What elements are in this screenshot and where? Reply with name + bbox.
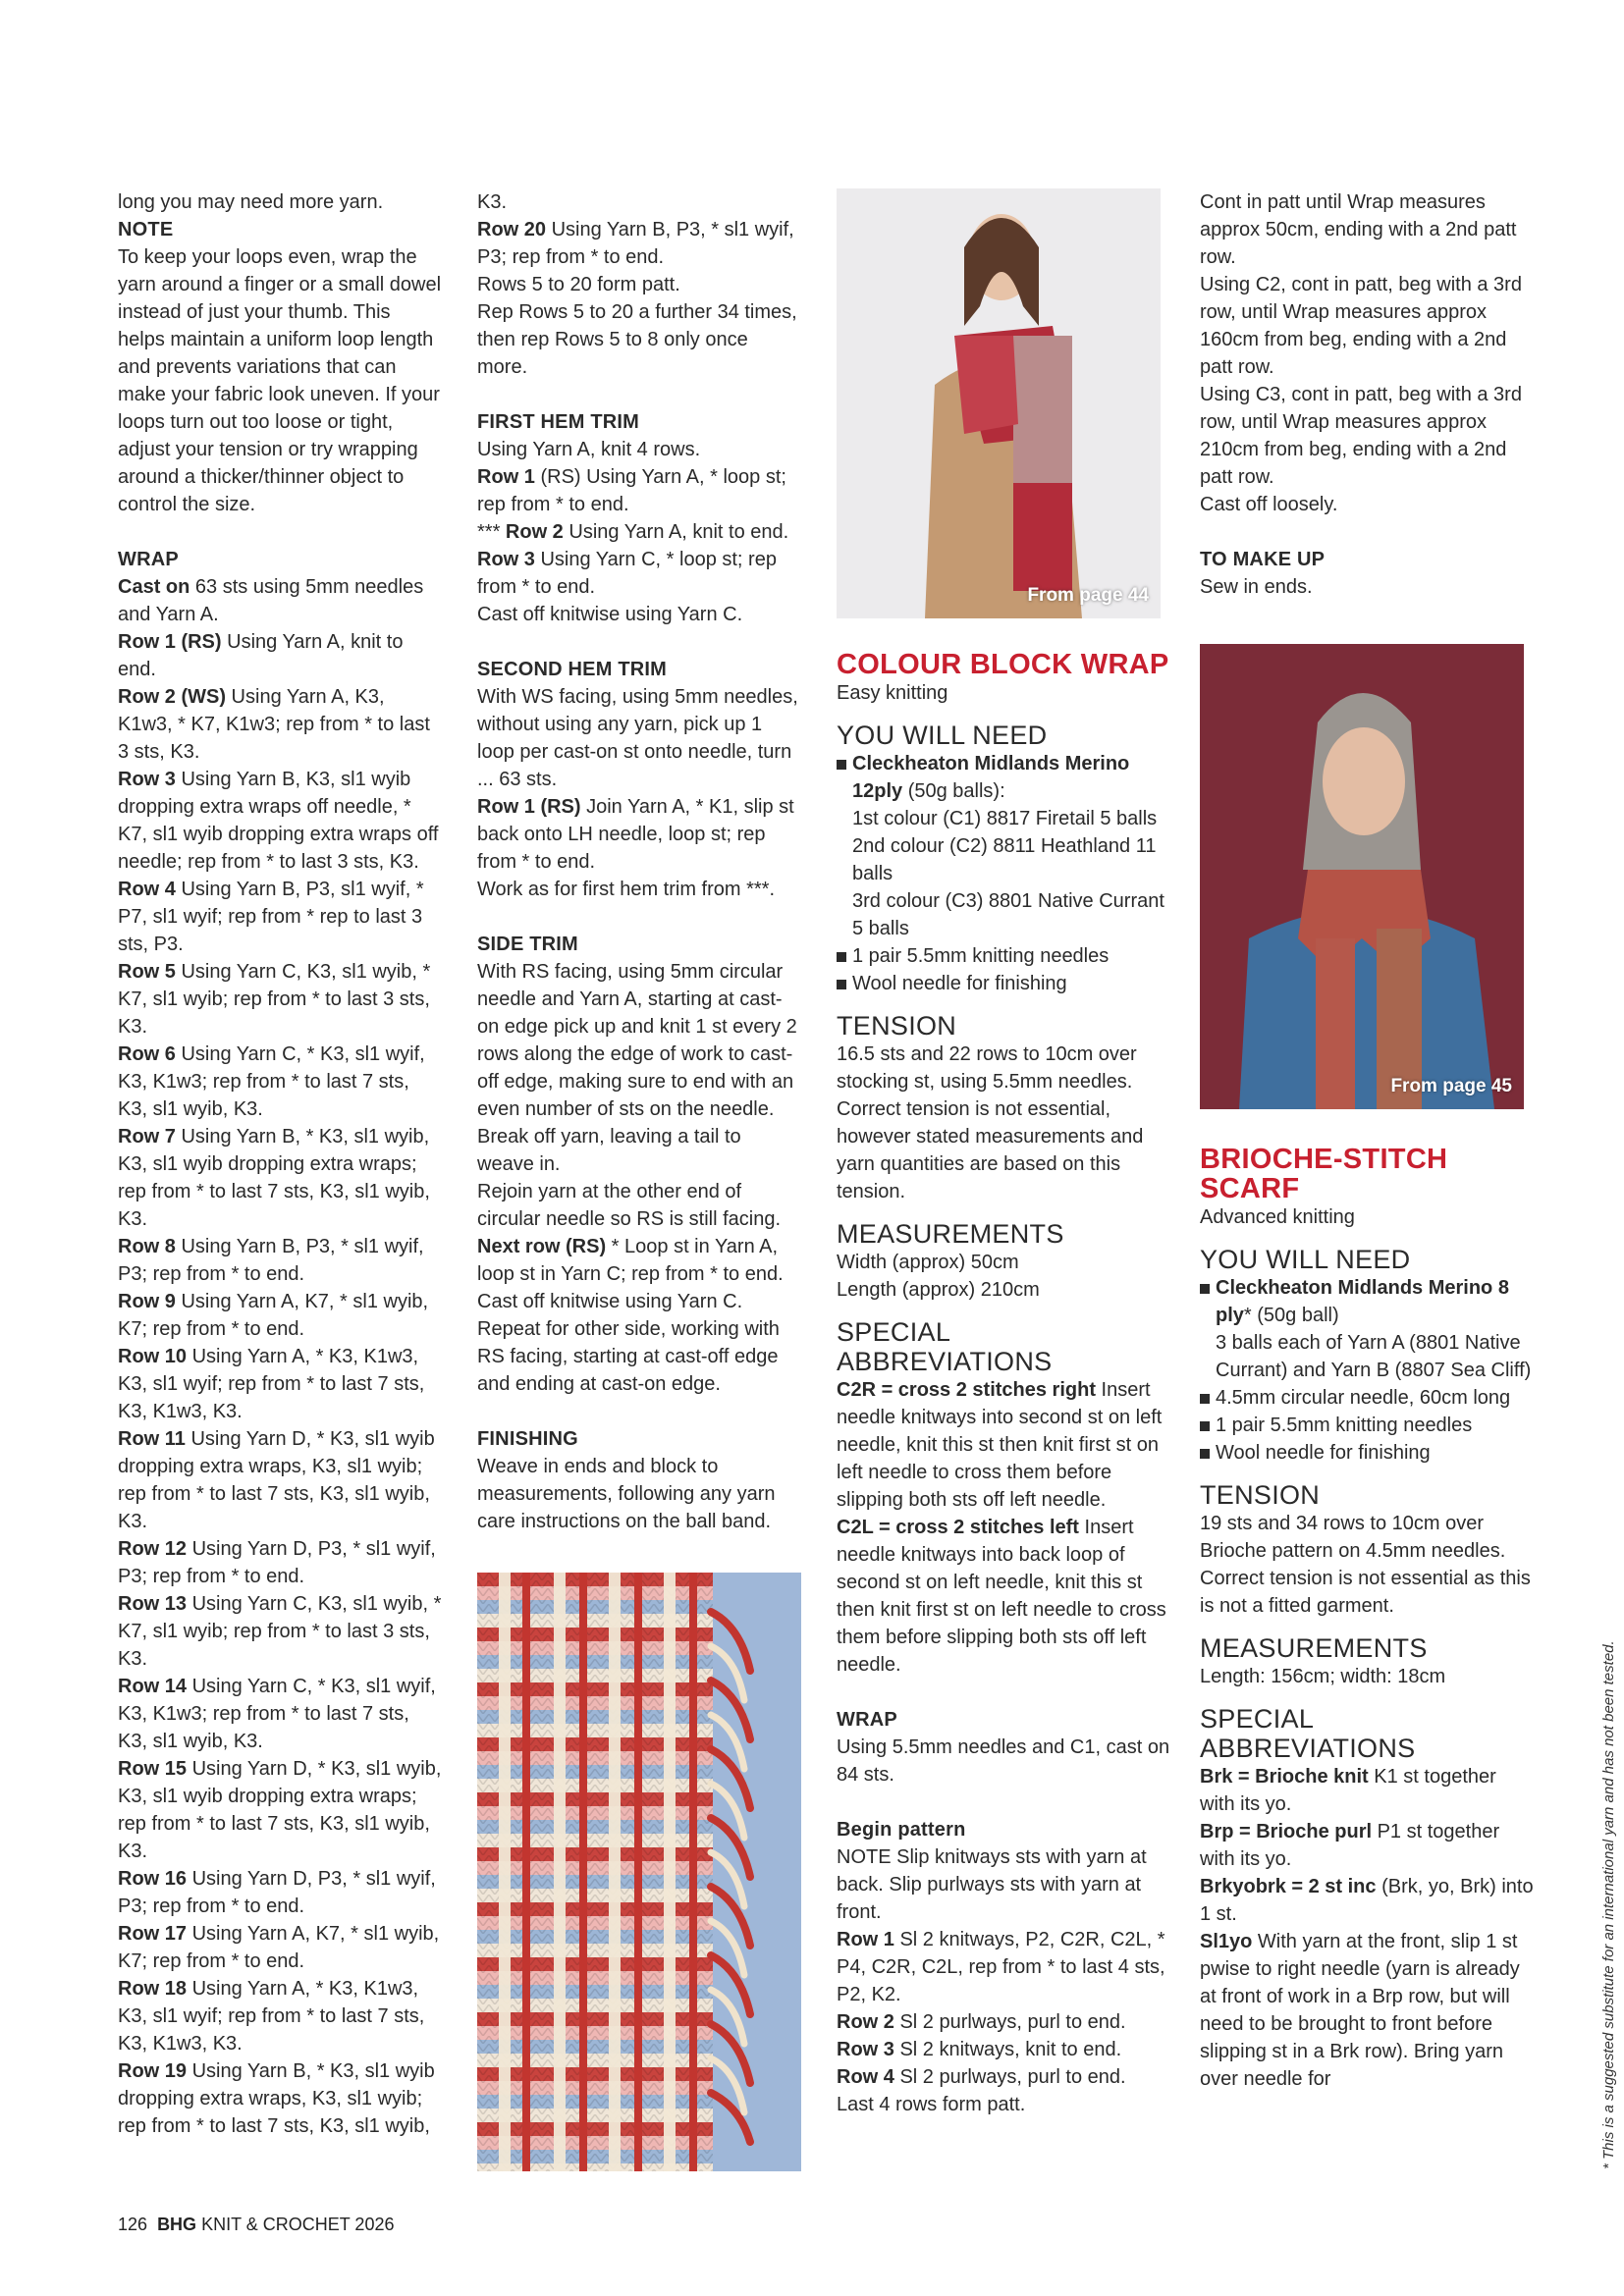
cbw-last: Last 4 rows form patt. bbox=[837, 2094, 1026, 2115]
wrap-row-text: Using Yarn A, K7, * sl1 wyib, K7; rep from * to end. bbox=[118, 1923, 440, 1972]
wrap-row-label: Row 16 bbox=[118, 1868, 188, 1890]
model-wrap-illustration bbox=[837, 188, 1161, 618]
cbw-c3: 3rd colour (C3) 8801 Native Currant 5 balls bbox=[852, 890, 1164, 939]
bss-yarn-bullet bbox=[1200, 1274, 1534, 1329]
wrap-row-11 bbox=[118, 1425, 442, 1535]
bss-level: Advanced knitting bbox=[1200, 1206, 1355, 1228]
cbw-length: Length (approx) 210cm bbox=[837, 1279, 1040, 1301]
st-5: Repeat for other side, working with RS facing, starting at cast-off edge and ending at cast-on edge. bbox=[477, 1318, 780, 1395]
page-number: 126 bbox=[118, 2215, 148, 2234]
fht-2-label: Row 1 bbox=[477, 466, 535, 488]
begin-pattern-heading: Begin pattern bbox=[837, 1819, 966, 1841]
cbw-yarn-name: Cleckheaton Midlands Merino 12ply bbox=[852, 753, 1130, 802]
wrap-row-text: Using Yarn D, P3, * sl1 wyif, P3; rep from * to end. bbox=[118, 1538, 436, 1587]
wrap-row-9 bbox=[118, 1288, 442, 1343]
side-trim-heading: SIDE TRIM bbox=[477, 934, 578, 955]
to-make-up-text: Sew in ends. bbox=[1200, 576, 1313, 598]
cbw-wool-needle-bullet bbox=[837, 970, 1170, 997]
sht-3: Work as for first hem trim from ***. bbox=[477, 879, 776, 900]
fht-3 bbox=[477, 518, 801, 546]
wrap-row-5 bbox=[118, 958, 442, 1041]
cbw-c1: 1st colour (C1) 8817 Firetail 5 balls bbox=[852, 808, 1158, 829]
from-page-45-caption: From page 45 bbox=[1390, 1076, 1512, 1096]
wrap-row-label: Row 13 bbox=[118, 1593, 188, 1615]
row-20-label: Row 20 bbox=[477, 219, 547, 240]
patt-note-2: Rep Rows 5 to 20 a further 34 times, then rep Rows 5 to 8 only once more. bbox=[477, 301, 797, 378]
wrap-row-19 bbox=[118, 2057, 442, 2140]
wrap-cont-3: Using C3, cont in patt, beg with a 3rd row, until Wrap measures approx 210cm from beg, ending with a 2nd patt row. bbox=[1200, 384, 1522, 488]
wrap-row-15 bbox=[118, 1755, 442, 1865]
brkyobrk-def bbox=[1200, 1873, 1534, 1928]
bss-tension-heading: TENSION bbox=[1200, 1480, 1321, 1510]
cbw-row-2-text: Sl 2 purlways, purl to end. bbox=[893, 2011, 1126, 2033]
cbw-c2: 2nd colour (C2) 8811 Heathland 11 balls bbox=[852, 835, 1157, 884]
wrap-row-label: Row 3 bbox=[118, 769, 176, 790]
cbw-row-1-label: Row 1 bbox=[837, 1929, 894, 1950]
finishing-text: Weave in ends and block to measurements, following any yarn care instructions on the ball band. bbox=[477, 1456, 776, 1532]
cbw-abbrev-heading: SPECIAL ABBREVIATIONS bbox=[837, 1317, 1053, 1376]
finishing-heading: FINISHING bbox=[477, 1428, 578, 1450]
sht-2 bbox=[477, 793, 801, 876]
brand-logo: BHG bbox=[157, 2215, 197, 2234]
yarn-substitute-note: * This is a suggested substitute for an international yarn and has not been tested. bbox=[1600, 1640, 1617, 2169]
cbw-row-2 bbox=[837, 2008, 1170, 2036]
note-heading: NOTE bbox=[118, 219, 174, 240]
bss-tension: 19 sts and 34 rows to 10cm over Brioche pattern on 4.5mm needles. Correct tension is not essential as this is not a fitted garment. bbox=[1200, 1513, 1531, 1617]
wrap-row-13 bbox=[118, 1590, 442, 1673]
wrap-row-text: Using Yarn B, * K3, sl1 wyib, K3, sl1 wyib dropping extra wraps; rep from * to last 7 sts, K3, sl1 wyib, K3. bbox=[118, 1126, 430, 1230]
from-page-44-caption: From page 44 bbox=[1027, 585, 1149, 606]
wrap-row-label: Row 4 bbox=[118, 879, 176, 900]
column-2 bbox=[477, 188, 801, 1535]
fht-3-label: Row 2 bbox=[505, 521, 564, 543]
publication-title: KNIT & CROCHET 2026 bbox=[201, 2215, 395, 2234]
sht-2-label: Row 1 (RS) bbox=[477, 796, 581, 818]
colour-block-wrap-title: COLOUR BLOCK WRAP bbox=[837, 649, 1169, 680]
wrap-row-label: Row 10 bbox=[118, 1346, 188, 1367]
wrap-row-label: Row 19 bbox=[118, 2060, 188, 2082]
cbw-row-4-label: Row 4 bbox=[837, 2066, 894, 2088]
wrap-row-text: Using Yarn B, P3, * sl1 wyif, P3; rep from * to end. bbox=[118, 1236, 424, 1285]
cbw-wool-needle: Wool needle for finishing bbox=[852, 973, 1067, 994]
cbw-row-4-text: Sl 2 purlways, purl to end. bbox=[893, 2066, 1126, 2088]
wrap-row-text: Using Yarn A, * K3, K1w3, K3, sl1 wyif; rep from * to last 7 sts, K3, K1w3, K3. bbox=[118, 1346, 425, 1422]
column-4-lower bbox=[1200, 1145, 1534, 2093]
bss-measurements-heading: MEASUREMENTS bbox=[1200, 1633, 1428, 1663]
cbw-tension: 16.5 sts and 22 rows to 10cm over stocking st, using 5.5mm needles. Correct tension is not essential, however stated measurements and yarn quantities are based on this tension. bbox=[837, 1043, 1144, 1202]
cbw-row-3-label: Row 3 bbox=[837, 2039, 894, 2060]
wrap-row-label: Row 8 bbox=[118, 1236, 176, 1257]
bss-yarn-name: Cleckheaton Midlands Merino 8 ply bbox=[1216, 1277, 1509, 1326]
bss-needles-bullet bbox=[1200, 1412, 1534, 1439]
c2l-def bbox=[837, 1514, 1170, 1679]
wrap-row-16 bbox=[118, 1865, 442, 1920]
wrap-row-text: Using Yarn A, * K3, K1w3, K3, sl1 wyif; rep from * to last 7 sts, K3, K1w3, K3. bbox=[118, 1978, 425, 2055]
wrap-row-label: Cast on bbox=[118, 576, 190, 598]
wrap-row-7 bbox=[118, 1123, 442, 1233]
brioche-title-1: BRIOCHE-STITCH bbox=[1200, 1144, 1448, 1175]
brioche-scarf-photo bbox=[1200, 644, 1524, 1109]
cbw-you-will-need-heading: YOU WILL NEED bbox=[837, 721, 1048, 750]
wrap-row-label: Row 7 bbox=[118, 1126, 176, 1148]
wrap-row-label: Row 2 (WS) bbox=[118, 686, 226, 708]
bss-wool-needle: Wool needle for finishing bbox=[1216, 1442, 1431, 1464]
second-hem-trim-heading: SECOND HEM TRIM bbox=[477, 659, 667, 680]
wrap-row-label: Row 11 bbox=[118, 1428, 186, 1450]
cbw-wrap-text: Using 5.5mm needles and C1, cast on 84 sts. bbox=[837, 1736, 1170, 1786]
wrap-row-text: Using Yarn A, knit to end. bbox=[118, 631, 404, 680]
fht-1: Using Yarn A, knit 4 rows. bbox=[477, 439, 701, 460]
wrap-row-4 bbox=[118, 876, 442, 958]
bss-yarn-ball: * (50g ball) bbox=[1243, 1305, 1339, 1326]
cbw-row-3 bbox=[837, 2036, 1170, 2063]
patt-note-1: Rows 5 to 20 form patt. bbox=[477, 274, 680, 295]
brp-label: Brp = Brioche purl bbox=[1200, 1821, 1373, 1842]
sl1yo-label: Sl1yo bbox=[1200, 1931, 1253, 1952]
brk-text: K1 st together with its yo. bbox=[1200, 1766, 1496, 1815]
cbw-row-1-text: Sl 2 knitways, P2, C2R, C2L, * P4, C2R, C2L, rep from * to last 4 sts, P2, K2. bbox=[837, 1929, 1165, 2005]
fht-2-text: (RS) Using Yarn A, * loop st; rep from * to end. bbox=[477, 466, 786, 515]
cbw-level: Easy knitting bbox=[837, 682, 948, 704]
wrap-row-label: Row 1 (RS) bbox=[118, 631, 222, 653]
wrap-row-text: Using Yarn D, * K3, sl1 wyib dropping extra wraps, K3, sl1 wyib; rep from * to last 7 sts, K3, sl1 wyib, K3. bbox=[118, 1428, 435, 1532]
begin-pattern-note: NOTE Slip knitways sts with yarn at back. Slip purlways sts with yarn at front. bbox=[837, 1846, 1147, 1923]
sl1yo-text: With yarn at the front, slip 1 st pwise to right needle (yarn is already at front of work in a Brp row, but will need to be brought to front before slipping st in a Brk row). Bring yarn over needle for bbox=[1200, 1931, 1520, 2090]
wrap-row-text: Using Yarn D, * K3, sl1 wyib, K3, sl1 wyib dropping extra wraps; rep from * to last 7 sts, K3, sl1 wyib, K3. bbox=[118, 1758, 442, 1862]
st-1: With RS facing, using 5mm circular needle and Yarn A, starting at cast-on edge pick up and knit 1 st every 2 rows along the edge of work to cast-off edge, making sure to end with an even number of sts on the needle. Break off yarn, leaving a tail to weave in. bbox=[477, 961, 797, 1175]
column-3 bbox=[837, 650, 1170, 2118]
first-hem-trim-heading: FIRST HEM TRIM bbox=[477, 411, 640, 433]
sl1yo-def bbox=[1200, 1928, 1534, 2093]
cbw-needles-bullet bbox=[837, 942, 1170, 970]
bss-circular-needle: 4.5mm circular needle, 60cm long bbox=[1216, 1387, 1511, 1409]
c2r-text: Insert needle knitways into second st on left needle, knit this st then knit first st on left needle to cross them before slipping both sts off left needle. bbox=[837, 1379, 1163, 1511]
brp-def bbox=[1200, 1818, 1534, 1873]
wrap-row-text: Using Yarn C, * K3, sl1 wyif, K3, K1w3; rep from * to last 7 sts, K3, sl1 wyib, K3. bbox=[118, 1043, 425, 1120]
cbw-row-3-text: Sl 2 knitways, knit to end. bbox=[893, 2039, 1122, 2060]
wrap-row-label: Row 15 bbox=[118, 1758, 188, 1780]
wrap-row-6 bbox=[118, 1041, 442, 1123]
wrap-row-text: Using Yarn B, P3, sl1 wyif, * P7, sl1 wyif; rep from * rep to last 3 sts, P3. bbox=[118, 879, 424, 955]
wrap-row-text: Using Yarn C, K3, sl1 wyib, * K7, sl1 wyib; rep from * to last 3 sts, K3. bbox=[118, 961, 431, 1038]
bss-circular-needle-bullet bbox=[1200, 1384, 1534, 1412]
brk-label: Brk = Brioche knit bbox=[1200, 1766, 1369, 1788]
wrap-row-12 bbox=[118, 1535, 442, 1590]
wrap-row-17 bbox=[118, 1920, 442, 1975]
wrap-cont-2: Using C2, cont in patt, beg with a 3rd row, until Wrap measures approx 160cm from beg, ending with a 2nd patt row. bbox=[1200, 274, 1522, 378]
fht-2 bbox=[477, 463, 801, 518]
c2r-def bbox=[837, 1376, 1170, 1514]
cbw-row-1 bbox=[837, 1926, 1170, 2008]
cbw-row-2-label: Row 2 bbox=[837, 2011, 894, 2033]
wrap-row-label: Row 17 bbox=[118, 1923, 188, 1945]
intro-text: long you may need more yarn. bbox=[118, 191, 384, 213]
c2r-label: C2R = cross 2 stitches right bbox=[837, 1379, 1096, 1401]
wrap-row-10 bbox=[118, 1343, 442, 1425]
wrap-heading: WRAP bbox=[118, 549, 179, 570]
bss-abbrev-heading: SPECIAL ABBREVIATIONS bbox=[1200, 1704, 1416, 1763]
fht-3-text: Using Yarn A, knit to end. bbox=[563, 521, 789, 543]
page-footer bbox=[118, 2215, 394, 2235]
sht-1: With WS facing, using 5mm needles, without using any yarn, pick up 1 loop per cast-on st onto needle, turn ... 63 sts. bbox=[477, 686, 798, 790]
wrap-row-label: Row 14 bbox=[118, 1676, 188, 1697]
k3-text: K3. bbox=[477, 191, 508, 213]
wrap-row-label: Row 12 bbox=[118, 1538, 188, 1560]
wrap-cast-off: Cast off loosely. bbox=[1200, 494, 1338, 515]
wrap-row-0 bbox=[118, 573, 442, 628]
brioche-title-2: SCARF bbox=[1200, 1173, 1300, 1204]
wrap-row-text: 63 sts using 5mm needles and Yarn A. bbox=[118, 576, 424, 625]
wrap-row-text: Using Yarn B, * K3, sl1 wyib dropping extra wraps, K3, sl1 wyib; rep from * to last 7 sts, K3, sl1 wyib, bbox=[118, 2060, 435, 2137]
row-instructions bbox=[118, 573, 442, 2140]
row-20-text: Using Yarn B, P3, * sl1 wyif, P3; rep from * to end. bbox=[477, 219, 794, 268]
wrap-row-text: Using Yarn B, K3, sl1 wyib dropping extra wraps off needle, * K7, sl1 wyib dropping extra wraps off needle; rep from * to last 3 sts, K3. bbox=[118, 769, 439, 873]
to-make-up-heading: TO MAKE UP bbox=[1200, 549, 1326, 570]
wrap-row-text: Using Yarn C, K3, sl1 wyib, * K7, sl1 wyib; rep from * to last 3 sts, K3. bbox=[118, 1593, 442, 1670]
cbw-needles: 1 pair 5.5mm knitting needles bbox=[852, 945, 1110, 967]
wrap-row-3 bbox=[118, 766, 442, 876]
cbw-wrap-heading: WRAP bbox=[837, 1709, 897, 1731]
row-20 bbox=[477, 216, 801, 271]
wrap-row-label: Row 6 bbox=[118, 1043, 176, 1065]
cbw-tension-heading: TENSION bbox=[837, 1011, 957, 1041]
cbw-row-4 bbox=[837, 2063, 1170, 2091]
fht-4-label: Row 3 bbox=[477, 549, 535, 570]
brp-text: P1 st together with its yo. bbox=[1200, 1821, 1500, 1870]
wrap-row-18 bbox=[118, 1975, 442, 2057]
column-1 bbox=[118, 188, 442, 2140]
cbw-measurements-heading: MEASUREMENTS bbox=[837, 1219, 1064, 1249]
fht-3-marker: *** bbox=[477, 521, 506, 543]
wrap-row-text: Using Yarn A, K7, * sl1 wyib, K7; rep from * to end. bbox=[118, 1291, 429, 1340]
bss-yarn-detail: 3 balls each of Yarn A (8801 Native Currant) and Yarn B (8807 Sea Cliff) bbox=[1216, 1332, 1532, 1381]
colour-block-wrap-photo bbox=[837, 188, 1161, 618]
knit-swatch-image bbox=[477, 1573, 801, 2171]
bss-measurements: Length: 156cm; width: 18cm bbox=[1200, 1666, 1446, 1687]
fht-4-text: Using Yarn C, * loop st; rep from * to end. bbox=[477, 549, 777, 598]
st-4: Cast off knitwise using Yarn C. bbox=[477, 1291, 743, 1312]
wrap-row-text: Using Yarn A, K3, K1w3, * K7, K1w3; rep from * to last 3 sts, K3. bbox=[118, 686, 430, 763]
wrap-row-text: Using Yarn D, P3, * sl1 wyif, P3; rep from * to end. bbox=[118, 1868, 436, 1917]
st-3-label: Next row (RS) bbox=[477, 1236, 607, 1257]
sht-2-text: Join Yarn A, * K1, slip st back onto LH needle, loop st; rep from * to end. bbox=[477, 796, 794, 873]
wrap-row-8 bbox=[118, 1233, 442, 1288]
bss-wool-needle-bullet bbox=[1200, 1439, 1534, 1467]
brk-def bbox=[1200, 1763, 1534, 1818]
wrap-row-label: Row 9 bbox=[118, 1291, 176, 1312]
wrap-row-label: Row 18 bbox=[118, 1978, 188, 2000]
cbw-width: Width (approx) 50cm bbox=[837, 1252, 1019, 1273]
column-4 bbox=[1200, 188, 1524, 601]
c2l-label: C2L = cross 2 stitches left bbox=[837, 1517, 1079, 1538]
c2l-text: Insert needle knitways into back loop of second st on left needle, knit this st then knit first st on left needle to cross them before slipping both sts off left needle. bbox=[837, 1517, 1166, 1676]
brkyobrk-text: (Brk, yo, Brk) into 1 st. bbox=[1200, 1876, 1534, 1925]
cbw-yarn-bullet bbox=[837, 750, 1170, 805]
bss-needles: 1 pair 5.5mm knitting needles bbox=[1216, 1415, 1473, 1436]
model-scarf-illustration bbox=[1200, 644, 1524, 1109]
bss-you-will-need-heading: YOU WILL NEED bbox=[1200, 1245, 1411, 1274]
fht-4 bbox=[477, 546, 801, 601]
wrap-row-14 bbox=[118, 1673, 442, 1755]
st-3 bbox=[477, 1233, 801, 1288]
st-3-text: * Loop st in Yarn A, loop st in Yarn C; rep from * to end. bbox=[477, 1236, 784, 1285]
fht-5: Cast off knitwise using Yarn C. bbox=[477, 604, 743, 625]
wrap-cont-1: Cont in patt until Wrap measures approx 50cm, ending with a 2nd patt row. bbox=[1200, 191, 1517, 268]
cbw-yarn-balls: (50g balls): bbox=[902, 780, 1005, 802]
brkyobrk-label: Brkyobrk = 2 st inc bbox=[1200, 1876, 1377, 1897]
st-2: Rejoin yarn at the other end of circular needle so RS is still facing. bbox=[477, 1181, 782, 1230]
swatch-illustration bbox=[477, 1573, 801, 2171]
wrap-row-label: Row 5 bbox=[118, 961, 176, 983]
wrap-row-1 bbox=[118, 628, 442, 683]
wrap-row-2 bbox=[118, 683, 442, 766]
note-text: To keep your loops even, wrap the yarn around a finger or a small dowel instead of just your thumb. This helps maintain a uniform loop length and prevents variations that can make your fabric look uneven. If your loops turn out too loose or tight, adjust your tension or try wrapping around a thicker/thinner object to control the size. bbox=[118, 246, 442, 515]
wrap-row-text: Using Yarn C, * K3, sl1 wyif, K3, K1w3; rep from * to last 7 sts, K3, sl1 wyib, K3. bbox=[118, 1676, 436, 1752]
